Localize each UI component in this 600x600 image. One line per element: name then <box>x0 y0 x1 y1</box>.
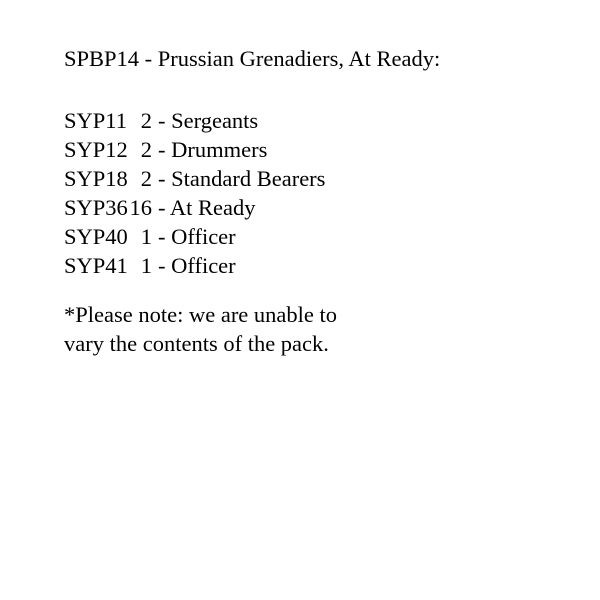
list-item <box>64 106 584 135</box>
item-code: SYP18 <box>64 166 128 191</box>
item-quantity: 16 <box>129 195 152 220</box>
item-description: - Officer <box>158 253 236 278</box>
list-item <box>64 135 584 164</box>
item-description: - Drummers <box>158 137 268 162</box>
list-item <box>64 251 584 280</box>
pack-contents-list <box>64 106 584 280</box>
item-description: - At Ready <box>158 195 256 220</box>
list-item <box>64 193 584 222</box>
item-code: SYP11 <box>64 108 127 133</box>
item-description: - Standard Bearers <box>158 166 326 191</box>
note-line: vary the contents of the pack. <box>64 331 329 356</box>
item-quantity: 2 <box>140 137 152 162</box>
pack-note <box>64 300 424 358</box>
item-quantity: 2 <box>140 166 152 191</box>
item-quantity: 2 <box>140 108 152 133</box>
item-quantity: 1 <box>140 224 152 249</box>
item-description: - Officer <box>158 224 236 249</box>
note-line: *Please note: we are unable to <box>64 302 338 327</box>
pack-title: SPBP14 - Prussian Grenadiers, At Ready: <box>64 46 441 71</box>
item-code: SYP40 <box>64 224 128 249</box>
item-code: SYP41 <box>64 253 128 278</box>
pack-document <box>64 44 584 358</box>
item-description: - Sergeants <box>158 108 259 133</box>
list-item <box>64 222 584 251</box>
list-item <box>64 164 584 193</box>
item-quantity: 1 <box>140 253 152 278</box>
item-code: SYP36 <box>64 195 128 220</box>
item-code: SYP12 <box>64 137 128 162</box>
